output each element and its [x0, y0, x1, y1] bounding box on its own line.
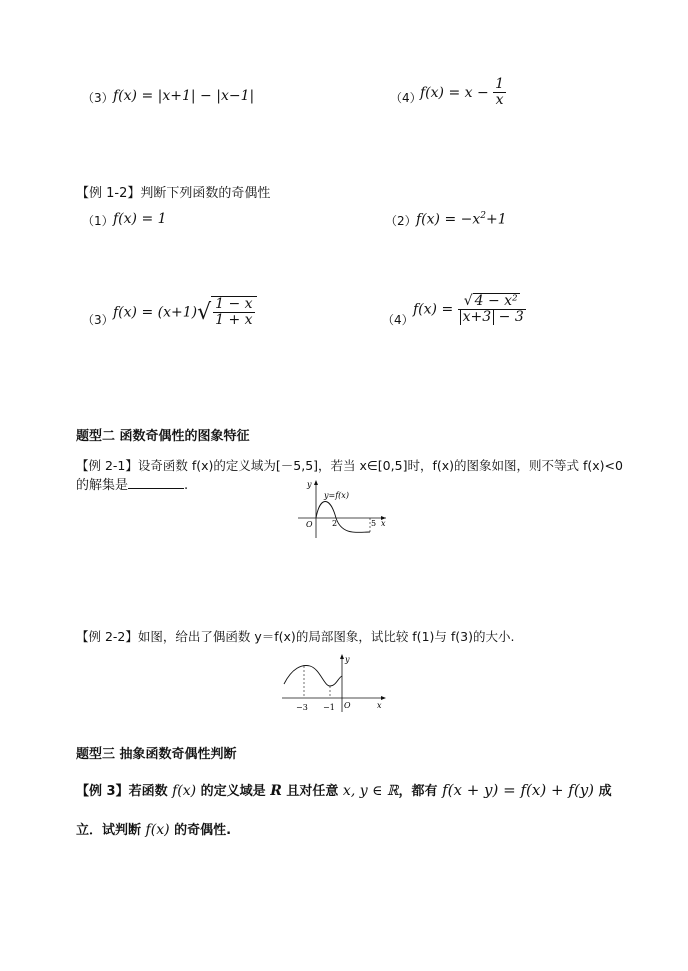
formula: $f(x) = -x^2+1$: [416, 211, 507, 228]
item-number: （2）: [385, 214, 417, 228]
x-axis-label: x: [377, 701, 382, 710]
origin-label: O: [344, 701, 351, 710]
formula: f(x) = $\frac{\text{√ 4 − x²}}{x+3 - 3}$: [413, 293, 524, 326]
section-heading: 题型三 抽象函数奇偶性判断: [76, 747, 237, 762]
example-text: 【例 2-2】如图，给出了偶函数 y＝f(x)的局部图象，试比较 f(1)与 f(3)的大小.: [76, 629, 515, 644]
even-function-graph: [280, 652, 390, 714]
odd-function-graph: [296, 478, 392, 540]
example-text: 【例 2-1】设奇函数 f(x)的定义域为[－5,5]，若当 x∈[0,5]时，f(x)的图象如图，则不等式 f(x)<0: [76, 458, 623, 473]
tick-label: −3: [296, 703, 308, 712]
formula: f(x) = (x+1)√ $\frac{1 - x}{1 + x}$: [113, 296, 257, 329]
formula: f(x) = |x+1| − |x−1|: [113, 88, 255, 104]
curve-label: y=f(x): [324, 491, 349, 500]
tick-label: 5: [371, 519, 377, 528]
item-number: （4）: [390, 91, 422, 105]
tick-label: 2: [332, 519, 338, 528]
y-axis-label: y: [307, 480, 312, 489]
item-number: （1）: [82, 214, 114, 228]
example-text: 【例 3】若函数 f(x) 的定义域是 R 且对任意 x, y ∈ ℝ，都有 f(x + y) = f(x) + f(y) 成: [76, 781, 612, 799]
item-number: （3）: [82, 313, 114, 327]
x-axis-label: x: [381, 519, 386, 528]
example-text: 立．试判断 f(x) 的奇偶性.: [76, 822, 232, 838]
example-text: 的解集是 .: [76, 478, 189, 493]
item-number: （3）: [82, 91, 114, 105]
tick-label: −1: [323, 703, 335, 712]
item-number: （4）: [382, 313, 414, 327]
formula: f(x) = 1: [113, 211, 167, 227]
origin-label: O: [306, 520, 313, 529]
y-axis-label: y: [345, 655, 350, 664]
answer-blank: [128, 476, 184, 489]
section-heading: 题型二 函数奇偶性的图象特征: [76, 429, 250, 444]
example-title: 【例 1-2】判断下列函数的奇偶性: [76, 186, 271, 201]
formula: f(x) = x − $\frac{1}{x}$: [420, 76, 505, 109]
